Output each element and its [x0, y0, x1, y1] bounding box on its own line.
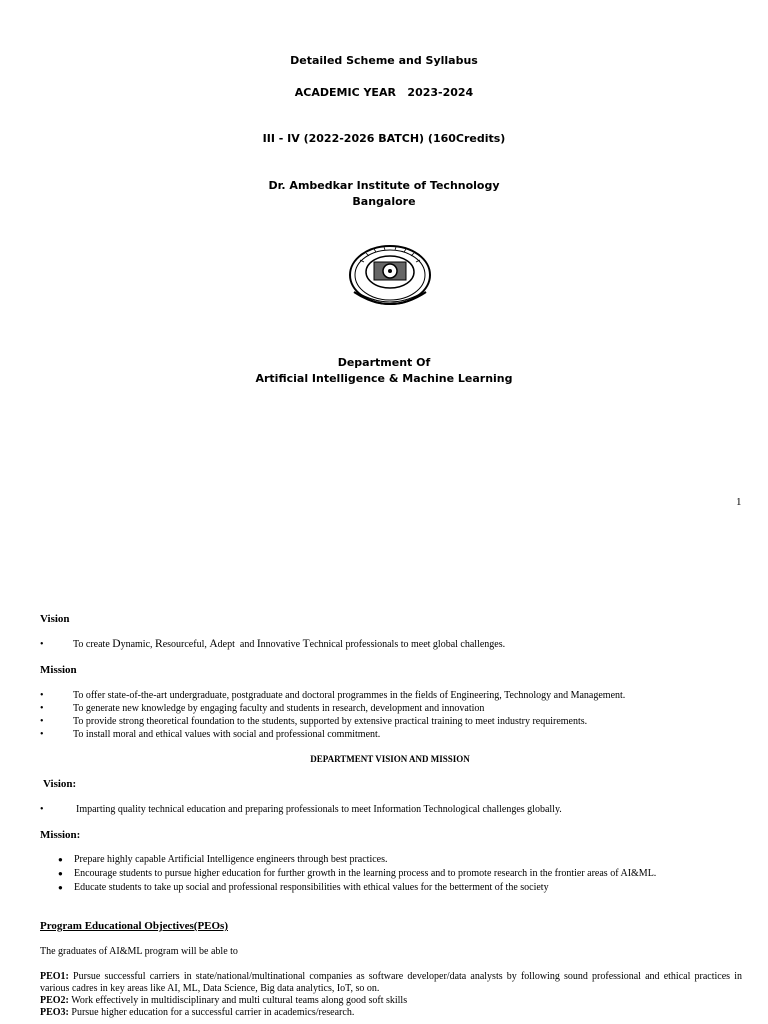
department-vision-mission-heading: DEPARTMENT VISION AND MISSION	[310, 754, 470, 764]
institute-city: Bangalore	[352, 195, 416, 208]
peo-intro: The graduates of AI&ML program will be able to	[40, 946, 238, 957]
department-vision-heading: Vision:	[43, 778, 77, 790]
mission-item: • To provide strong theoretical foundation to the students, supported by extensive practical training to meet industry requirements.	[40, 716, 588, 727]
department-of-label: Department Of	[337, 356, 431, 369]
bullet-icon: •	[40, 804, 44, 815]
peo-item: PEO1: Pursue successful carriers in state/national/multinational companies as software developer/data analysts by following sound professional and ethical practices in various cadres in key areas like AI, ML, Data Science, Big data analytics, IoT, so on.	[40, 971, 742, 994]
bullet-icon: •	[40, 639, 44, 650]
peo-item: PEO3: Pursue higher education for a successful carrier in academics/research.	[40, 1007, 355, 1018]
bullet-icon: ●	[58, 855, 63, 864]
peo-item: PEO2: Work effectively in multidisciplinary and multi cultural teams along good soft skills	[40, 995, 408, 1006]
batch-info: III - IV (2022-2026 BATCH) (160Credits)	[262, 132, 506, 145]
bullet-icon: •	[40, 690, 44, 701]
bullet-icon: •	[40, 729, 44, 740]
vision-heading: Vision	[40, 613, 70, 625]
bullet-icon: ●	[58, 883, 63, 892]
department-mission-heading: Mission:	[40, 829, 81, 841]
institute-seal-logo	[346, 242, 434, 312]
bullet-icon: ●	[58, 869, 63, 878]
mission-item: • To install moral and ethical values with social and professional commitment.	[40, 729, 381, 740]
bullet-icon: •	[40, 716, 44, 727]
institute-name: Dr. Ambedkar Institute of Technology	[268, 179, 500, 192]
page-number: 1	[736, 496, 742, 508]
document-title: Detailed Scheme and Syllabus	[290, 54, 478, 67]
peo-heading: Program Educational Objectives(PEOs)	[40, 920, 228, 932]
mission-heading: Mission	[40, 664, 77, 676]
vision-statement: • To create Dynamic, Resourceful, Adept and Innovative Technical professionals to meet global challenges.	[40, 638, 506, 650]
department-vision-statement: • Imparting quality technical education and preparing professionals to meet Information Technological challenges globally.	[40, 804, 562, 815]
mission-item: • To generate new knowledge by engaging faculty and students in research, development and innovation	[40, 703, 485, 714]
department-mission-item: ● Encourage students to pursue higher education for further growth in the learning process and to promote research in the frontier areas of AI&ML.	[58, 868, 657, 879]
bullet-icon: •	[40, 703, 44, 714]
department-name: Artificial Intelligence & Machine Learning	[255, 372, 513, 385]
department-mission-item: ● Educate students to take up social and professional responsibilities with ethical values for the betterment of the society	[58, 882, 549, 893]
department-mission-item: ● Prepare highly capable Artificial Intelligence engineers through best practices.	[58, 854, 388, 865]
mission-item: • To offer state-of-the-art undergraduate, postgraduate and doctoral programmes in the fields of Engineering, Technology and Management.	[40, 690, 626, 701]
academic-year: ACADEMIC YEAR 2023-2024	[294, 86, 474, 99]
